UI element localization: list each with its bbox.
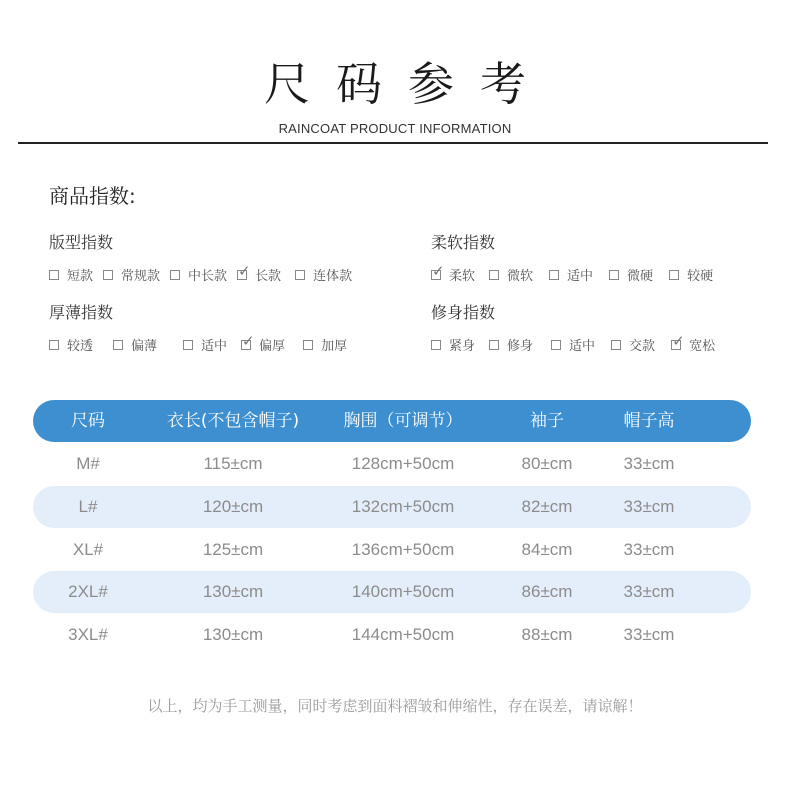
group-title-softness: 柔软指数 xyxy=(431,233,496,252)
option-label: 修身 xyxy=(507,339,534,354)
checked-checkbox-icon xyxy=(241,340,251,350)
checked-checkbox-icon xyxy=(237,270,247,280)
option-label: 较硬 xyxy=(687,269,714,284)
page-title: 尺码参考 xyxy=(264,57,552,111)
option-item xyxy=(183,335,227,354)
option-item xyxy=(49,335,93,354)
cell-hood-height: 33±cm xyxy=(623,497,675,516)
checkbox-icon xyxy=(49,340,59,350)
option-label: 常规款 xyxy=(121,269,161,284)
option-label: 加厚 xyxy=(321,339,348,354)
option-label: 偏薄 xyxy=(131,339,158,354)
checked-checkbox-icon xyxy=(671,340,681,350)
table-row xyxy=(33,486,751,528)
cell-size: XL# xyxy=(72,540,104,559)
option-item xyxy=(49,265,93,284)
checkbox-icon xyxy=(669,270,679,280)
cell-hood-height: 33±cm xyxy=(623,582,675,601)
option-item xyxy=(103,265,160,284)
option-label: 微软 xyxy=(507,269,534,284)
cell-sleeve: 86±cm xyxy=(521,582,573,601)
option-label: 偏厚 xyxy=(259,339,286,354)
option-label: 长款 xyxy=(255,269,282,284)
checkbox-icon xyxy=(549,270,559,280)
group-title-thickness: 厚薄指数 xyxy=(49,303,114,322)
cell-size: M# xyxy=(76,454,100,473)
option-item xyxy=(113,335,157,354)
cell-size: L# xyxy=(78,497,98,516)
checkbox-icon xyxy=(103,270,113,280)
cell-chest: 144cm+50cm xyxy=(351,625,455,644)
cell-hood-height: 33±cm xyxy=(623,540,675,559)
checked-checkbox-icon xyxy=(431,270,441,280)
option-label: 宽松 xyxy=(689,339,716,354)
checkbox-icon xyxy=(295,270,305,280)
option-label: 中长款 xyxy=(188,269,228,284)
option-item xyxy=(669,265,713,284)
checkbox-icon xyxy=(611,340,621,350)
option-label: 适中 xyxy=(569,339,596,354)
option-label: 紧身 xyxy=(449,339,476,354)
option-item xyxy=(237,265,281,284)
cell-sleeve: 84±cm xyxy=(521,540,573,559)
option-label: 短款 xyxy=(67,269,94,284)
group-title-slimness: 修身指数 xyxy=(431,303,496,322)
cell-size: 3XL# xyxy=(68,625,108,644)
cell-length: 115±cm xyxy=(203,454,263,473)
header-length: 衣长(不包含帽子) xyxy=(166,411,300,431)
cell-sleeve: 80±cm xyxy=(521,454,573,473)
size-table-header xyxy=(33,400,751,442)
header-sleeve: 袖子 xyxy=(530,411,564,431)
option-list-softness xyxy=(431,265,713,284)
option-item xyxy=(549,265,593,284)
option-item xyxy=(170,265,227,284)
checkbox-icon xyxy=(113,340,123,350)
option-label: 较透 xyxy=(67,339,94,354)
cell-length: 125±cm xyxy=(202,540,264,559)
cell-chest: 132cm+50cm xyxy=(351,497,455,516)
checkbox-icon xyxy=(49,270,59,280)
checkbox-icon xyxy=(431,340,441,350)
header-hood-height: 帽子高 xyxy=(623,411,675,431)
header-size: 尺码 xyxy=(71,411,105,431)
option-item xyxy=(671,335,715,354)
header-chest: 胸围（可调节） xyxy=(343,411,463,431)
checkbox-icon xyxy=(303,340,313,350)
checkbox-icon xyxy=(489,340,499,350)
cell-length: 120±cm xyxy=(202,497,264,516)
table-row xyxy=(33,529,751,571)
option-item xyxy=(431,335,475,354)
cell-chest: 136cm+50cm xyxy=(351,540,455,559)
cell-chest: 128cm+50cm xyxy=(351,454,455,473)
cell-size: 2XL# xyxy=(68,582,108,601)
checkbox-icon xyxy=(551,340,561,350)
option-item xyxy=(611,335,655,354)
table-row xyxy=(33,571,751,613)
option-list-fit xyxy=(49,265,352,284)
option-label: 连体款 xyxy=(313,269,353,284)
option-label: 适中 xyxy=(567,269,594,284)
table-row xyxy=(33,614,751,656)
option-list-thickness xyxy=(49,335,347,354)
cell-length: 130±cm xyxy=(202,582,264,601)
option-label: 适中 xyxy=(201,339,228,354)
cell-sleeve: 82±cm xyxy=(521,497,573,516)
option-list-slimness xyxy=(431,335,715,354)
option-item xyxy=(303,335,347,354)
checkbox-icon xyxy=(609,270,619,280)
cell-hood-height: 33±cm xyxy=(623,625,675,644)
option-item xyxy=(489,335,533,354)
cell-length: 130±cm xyxy=(202,625,264,644)
group-title-fit: 版型指数 xyxy=(49,233,114,252)
option-label: 交款 xyxy=(629,339,656,354)
product-index-heading: 商品指数: xyxy=(49,184,136,208)
option-item xyxy=(609,265,653,284)
cell-sleeve: 88±cm xyxy=(521,625,573,644)
option-item xyxy=(431,265,475,284)
measurement-disclaimer: 以上，均为手工测量，同时考虑到面料褶皱和伸缩性，存在误差，请谅解！ xyxy=(147,697,643,715)
option-item xyxy=(295,265,352,284)
option-label: 柔软 xyxy=(449,269,476,284)
divider xyxy=(18,142,768,144)
cell-chest: 140cm+50cm xyxy=(351,582,455,601)
option-item xyxy=(489,265,533,284)
cell-hood-height: 33±cm xyxy=(623,454,675,473)
checkbox-icon xyxy=(489,270,499,280)
page-subtitle: RAINCOAT PRODUCT INFORMATION xyxy=(278,121,512,136)
option-item xyxy=(551,335,595,354)
checkbox-icon xyxy=(183,340,193,350)
table-row xyxy=(33,443,751,485)
option-item xyxy=(241,335,285,354)
option-label: 微硬 xyxy=(627,269,654,284)
checkbox-icon xyxy=(170,270,180,280)
